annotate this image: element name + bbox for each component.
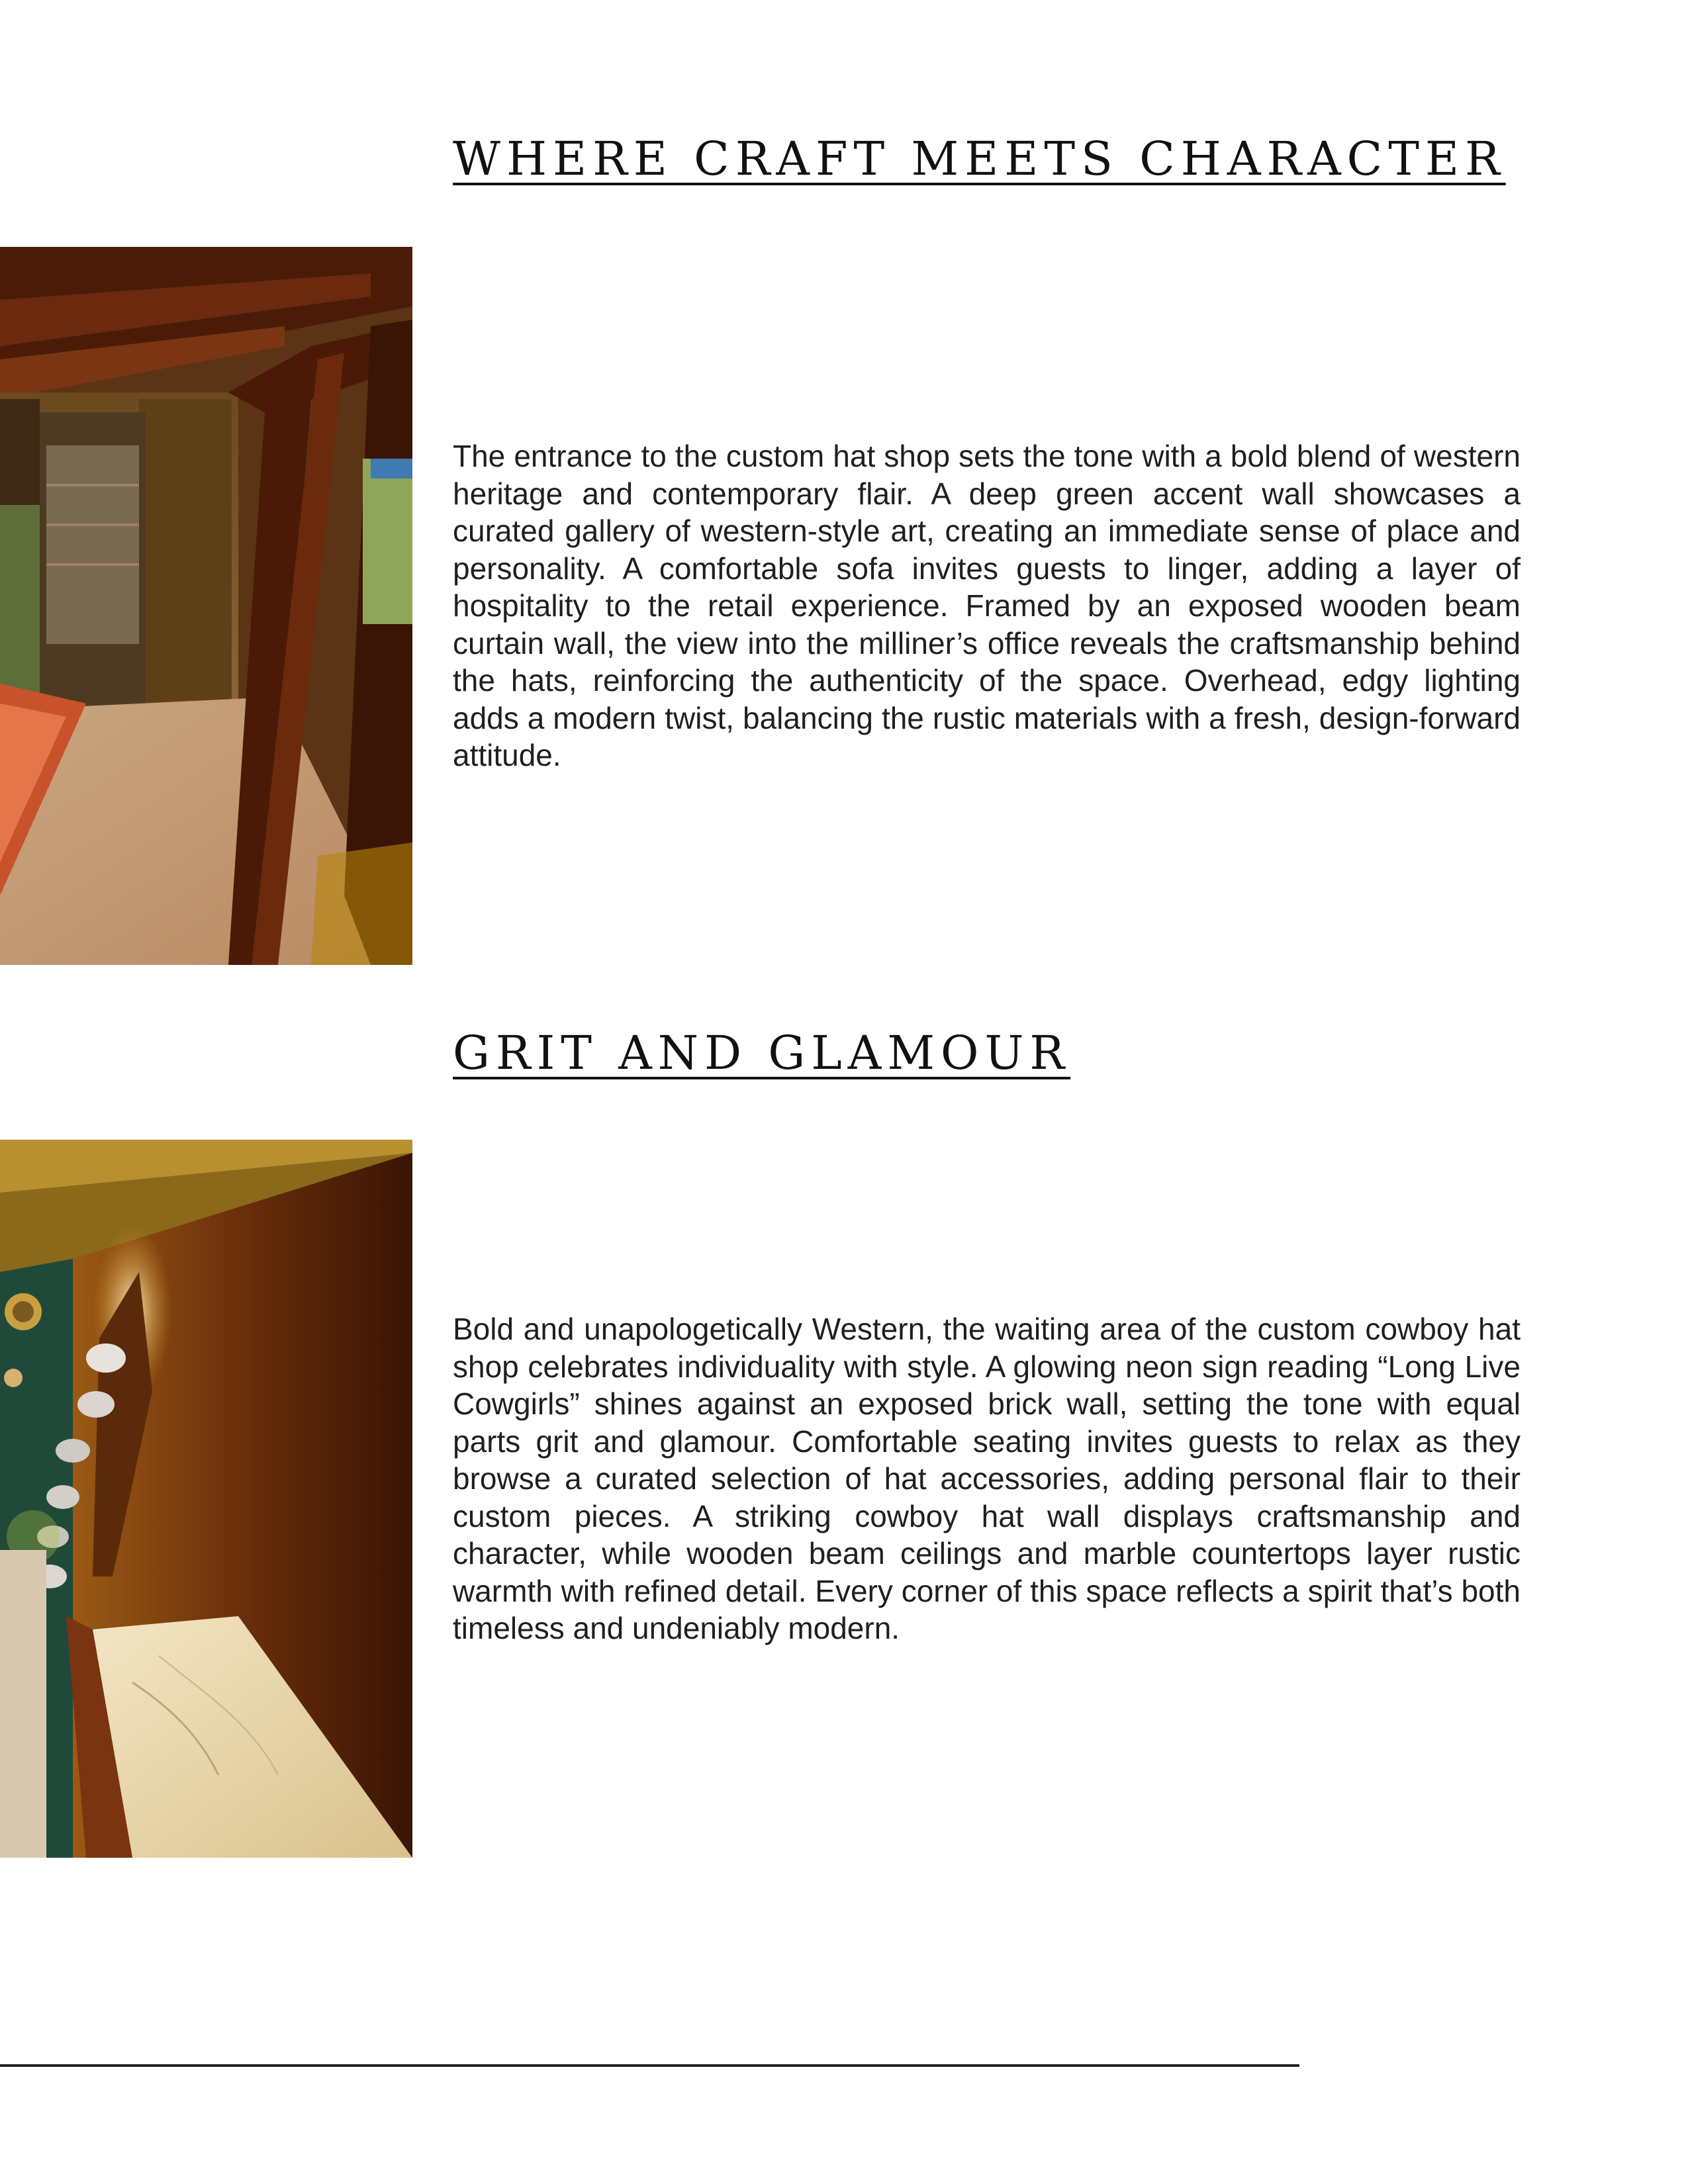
section-title-grit: GRIT AND GLAMOUR [453,1026,1071,1080]
waiting-area-photo [0,1140,412,1858]
section-body-grit: Bold and unapologetically Western, the waiting area of the custom cowboy hat shop celebrates individuality with style. A glowing neon sign reading “Long Live Cowgirls” shines against an exposed brick wall, setting the tone with equal parts grit and glamour. Comfortable seating invites guests to relax as they browse a curated selection of hat accessories, adding personal flair to their custom pieces. A striking cowboy hat wall displays craftsmanship and character, while wooden beam ceilings and marble countertops layer rustic warmth with refined detail. Every corner of this space reflects a spirit that’s both timeless and undeniably modern. [453,1312,1521,1645]
entrance-interior-photo [0,247,412,965]
section-body-craft: The entrance to the custom hat shop sets the tone with a bold blend of western heritage and contemporary flair. A deep green accent wall showcases a curated gallery of western-style art, creating an immediate sense of place and personality. A comfortable sofa invites guests to linger, adding a layer of hospitality to the retail experience. Framed by an exposed wooden beam curtain wall, the view into the milliner’s office reveals the craftsmanship behind the hats, reinforcing the authenticity of the space. Overhead, edgy lighting adds a modern twist, balancing the rustic materials with a fresh, design-forward attitude. [453,439,1521,772]
footer-divider [0,2064,1299,2067]
section-title-craft: WHERE CRAFT MEETS CHARACTER [453,132,1506,186]
